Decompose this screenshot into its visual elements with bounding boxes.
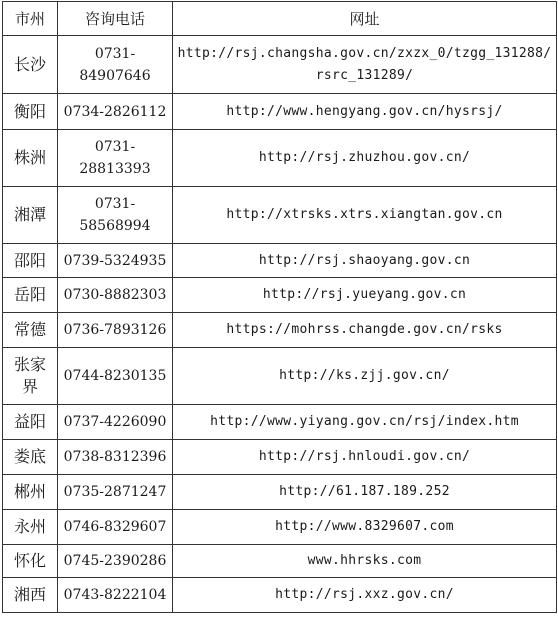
phone-cell: 0737-4226090 [58,405,173,440]
table-row [3,313,557,348]
phone-cell: 0743-8222104 [58,578,173,613]
city-cell: 岳阳 [3,278,58,313]
city-cell: 常德 [3,313,58,348]
table-row [3,244,557,278]
table-row [3,545,557,578]
url-cell: http://61.187.189.252 [173,475,557,510]
city-cell: 益阳 [3,405,58,440]
url-cell: http://rsj.zhuzhou.gov.cn/ [173,130,557,187]
phone-cell: 0731- 58568994 [58,187,173,244]
city-cell: 衡阳 [3,94,58,130]
city-cell: 株洲 [3,130,58,187]
city-cell: 娄底 [3,440,58,475]
phone-cell: 0736-7893126 [58,313,173,348]
table-row [3,405,557,440]
url-cell: http://www.8329607.com [173,510,557,545]
phone-cell: 0731- 28813393 [58,130,173,187]
url-cell: http://rsj.hnloudi.gov.cn/ [173,440,557,475]
table-row [3,94,557,130]
table-row [3,36,557,94]
url-cell: http://www.yiyang.gov.cn/rsj/index.htm [173,405,557,440]
contact-table [2,1,557,613]
city-cell: 永州 [3,510,58,545]
city-cell: 怀化 [3,545,58,578]
table-row [3,440,557,475]
url-cell: http://www.hengyang.gov.cn/hysrsj/ [173,94,557,130]
url-cell: http://rsj.changsha.gov.cn/zxzx_0/tzgg_131288/ rsrc_131289/ [173,36,557,94]
table-header-row [3,2,557,36]
phone-cell: 0735-2871247 [58,475,173,510]
phone-cell: 0744-8230135 [58,348,173,405]
city-cell: 长沙 [3,36,58,94]
table-row [3,278,557,313]
city-cell: 邵阳 [3,244,58,278]
city-cell: 湘潭 [3,187,58,244]
url-cell: http://rsj.yueyang.gov.cn [173,278,557,313]
phone-cell: 0731- 84907646 [58,36,173,94]
url-cell: http://xtrsks.xtrs.xiangtan.gov.cn [173,187,557,244]
phone-cell: 0734-2826112 [58,94,173,130]
city-cell: 张家 界 [3,348,58,405]
phone-cell: 0739-5324935 [58,244,173,278]
url-cell: http://rsj.shaoyang.gov.cn [173,244,557,278]
url-cell: https://mohrss.changde.gov.cn/rsks [173,313,557,348]
phone-cell: 0745-2390286 [58,545,173,578]
city-cell: 湘西 [3,578,58,613]
phone-cell: 0738-8312396 [58,440,173,475]
table-row [3,510,557,545]
table-body [3,36,557,613]
table-row [3,187,557,244]
header-website: 网址 [173,2,557,36]
table-row [3,578,557,613]
url-cell: http://ks.zjj.gov.cn/ [173,348,557,405]
table-row [3,475,557,510]
contact-table-container [2,1,557,613]
url-cell: http://rsj.xxz.gov.cn/ [173,578,557,613]
phone-cell: 0730-8882303 [58,278,173,313]
table-row [3,348,557,405]
table-row [3,130,557,187]
url-cell: www.hhrsks.com [173,545,557,578]
header-phone: 咨询电话 [58,2,173,36]
city-cell: 郴州 [3,475,58,510]
header-city: 市州 [3,2,58,36]
phone-cell: 0746-8329607 [58,510,173,545]
